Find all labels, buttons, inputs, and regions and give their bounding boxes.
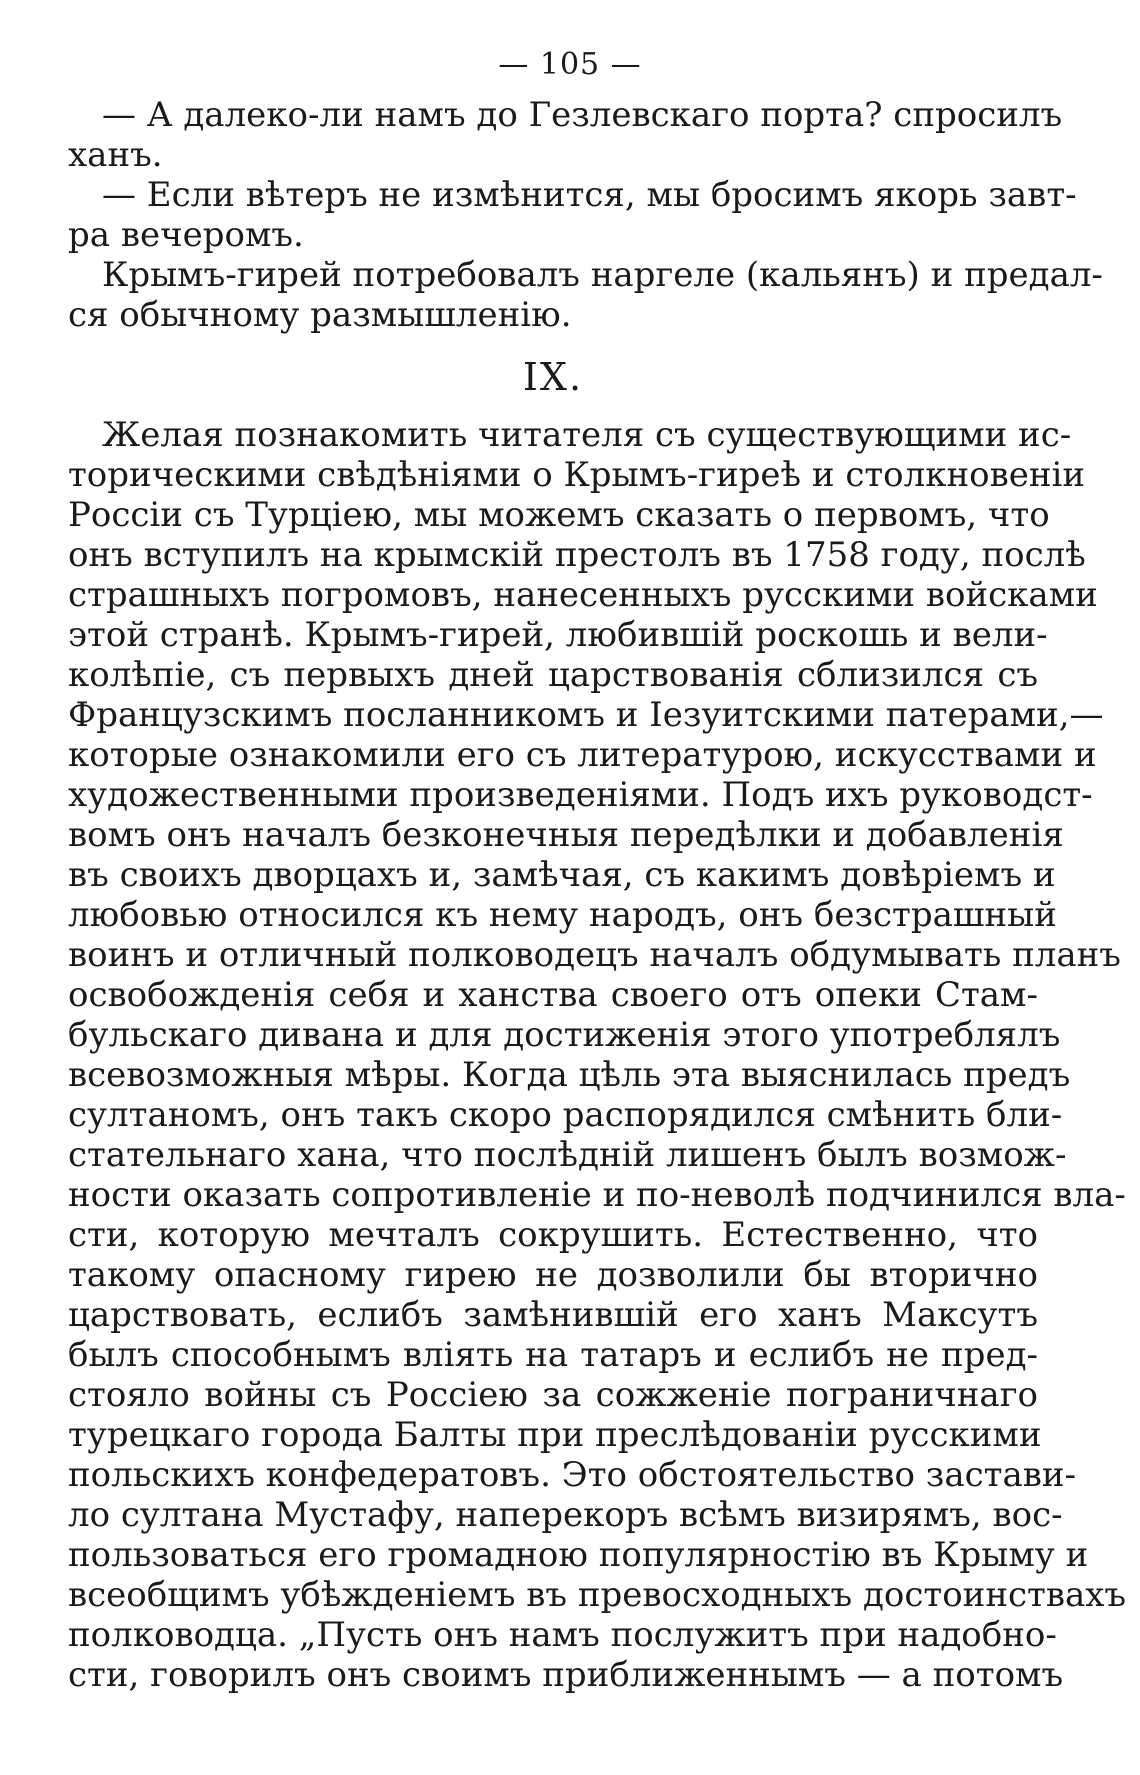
text-line: ся обычному размышленію. — [68, 295, 572, 335]
text-line: художественными произведеніями. Подъ ихъ руководст- — [68, 775, 1093, 815]
text-line: польскихъ конфедератовъ. Это обстоятельство застави- — [68, 1455, 1077, 1495]
text-line: воинъ и отличный полководецъ началъ обдумывать планъ — [68, 935, 1121, 975]
text-line: сти, говорилъ онъ своимъ приближеннымъ — а потомъ — [68, 1655, 1064, 1695]
text-line: въ своихъ дворцахъ и, замѣчая, съ какимъ довѣріемъ и — [68, 855, 1056, 895]
chapter-heading: IX. — [522, 355, 584, 399]
text-line: колѣпіе, съ первыхъ дней царствованія сблизился съ — [68, 655, 1038, 695]
text-line: ло султана Мустафу, наперекоръ всѣмъ визирямъ, вос- — [68, 1495, 1063, 1535]
text-line: страшныхъ погромовъ, нанесенныхъ русскими войсками — [68, 575, 1098, 615]
text-line: ности оказать сопротивленіе и по-неволѣ подчинился вла- — [68, 1175, 1126, 1215]
text-line: онъ вступилъ на крымскій престолъ въ 1758 году, послѣ — [68, 535, 1086, 575]
text-line: пользоваться его громадною популярностію въ Крыму и — [68, 1535, 1089, 1575]
dialogue-paragraph-1 — [68, 95, 1063, 175]
text-line: такому опасному гирею не дозволили бы вторично — [68, 1255, 1038, 1295]
text-line: Крымъ-гирей потребовалъ наргеле (кальянъ) и предал- — [102, 255, 1103, 295]
text-line: освобожденія себя и ханства своего отъ опеки Стам- — [68, 975, 1038, 1015]
text-line: Желая познакомить читателя съ существующими ис- — [102, 415, 1072, 455]
text-line: торическими свѣдѣніями о Крымъ-гиреѣ и столкновеніи — [68, 455, 1086, 495]
text-line: стательнаго хана, что послѣдній лишенъ былъ возмож- — [68, 1135, 1067, 1175]
text-line: турецкаго города Балты при преслѣдованіи русскими — [68, 1415, 1042, 1455]
chapter-paragraph — [68, 415, 1127, 1695]
text-line: Россіи съ Турціею, мы можемъ сказать о первомъ, что — [68, 495, 1050, 535]
text-line: полководца. „Пусть онъ намъ послужитъ при надобно- — [68, 1615, 1057, 1655]
text-line: султаномъ, онъ такъ скоро распорядился смѣнить бли- — [68, 1095, 1063, 1135]
text-line: сти, которую мечталъ сокрушить. Естественно, что — [68, 1215, 1038, 1255]
page-body — [68, 95, 1127, 1695]
text-line: вомъ онъ началъ безконечныя передѣлки и добавленія — [68, 815, 1064, 855]
text-line: всевозможныя мѣры. Когда цѣль эта выяснилась предъ — [68, 1055, 1071, 1095]
text-line: — А далеко-ли намъ до Гезлевскаго порта? спросилъ — [102, 95, 1063, 135]
text-line: — Если вѣтеръ не измѣнится, мы бросимъ якорь завт- — [102, 175, 1077, 215]
text-line: царствовать, еслибъ замѣнившій его ханъ Максутъ — [68, 1295, 1038, 1335]
text-line: всеобщимъ убѣжденіемъ въ превосходныхъ достоинствахъ — [68, 1575, 1127, 1615]
narrative-paragraph — [68, 255, 1103, 335]
text-line: которые ознакомили его съ литературою, искусствами и — [68, 735, 1097, 775]
text-line: бульскаго дивана и для достиженія этого употреблялъ — [68, 1015, 1061, 1055]
page-number: — 105 — — [498, 47, 642, 82]
text-line: Французскимъ посланникомъ и Іезуитскими патерами,— — [68, 695, 1104, 735]
text-line: стояло войны съ Россіею за сожженіе пограничнаго — [68, 1375, 1038, 1415]
text-line: этой странѣ. Крымъ-гирей, любившій роскошь и вели- — [68, 615, 1048, 655]
text-line: любовью относился къ нему народъ, онъ безстрашный — [68, 895, 1057, 935]
text-line: былъ способнымъ вліять на татаръ и еслибъ не пред- — [68, 1335, 1038, 1375]
dialogue-paragraph-2 — [68, 175, 1077, 255]
text-line: ра вечеромъ. — [68, 215, 304, 255]
text-line: ханъ. — [68, 135, 163, 175]
